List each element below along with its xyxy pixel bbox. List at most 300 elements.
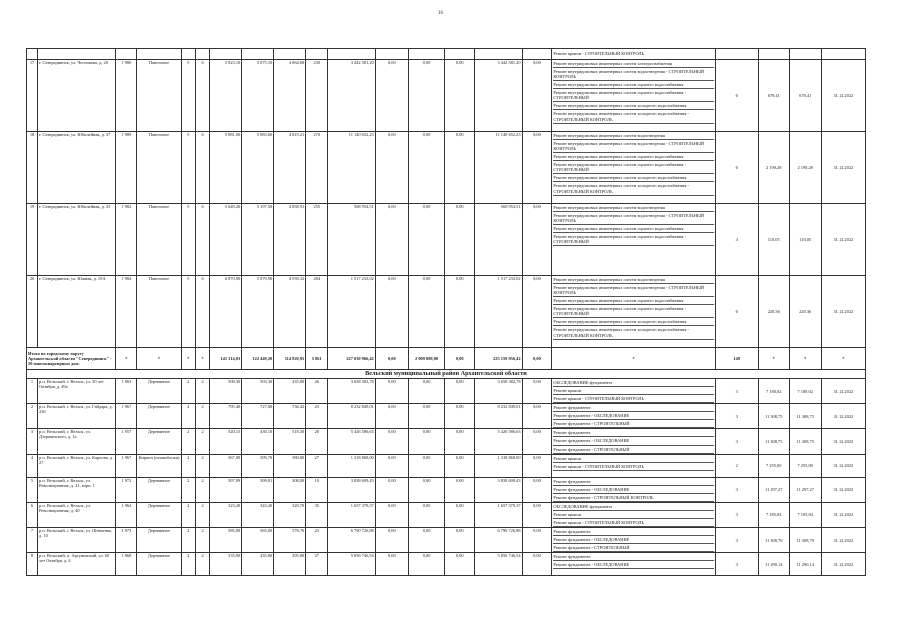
cell-ent: 2 — [195, 502, 209, 527]
cell-date: 31.12.2022 — [821, 60, 865, 132]
cell-date: 31.12.2022 — [821, 276, 865, 348]
cell-works — [552, 132, 715, 204]
cell-f3: 0,00 — [445, 527, 475, 552]
cell-s3: 320,70 — [274, 502, 306, 527]
cell-s1: 335,90 — [210, 553, 242, 576]
cell-tot: 6 790 726,88 — [328, 527, 375, 552]
cell-year: 1 973 — [116, 527, 137, 552]
cell-s1: 367,00 — [210, 454, 242, 477]
work-item: Ремонт внутридомовых инженерных систем горячего водоснабжения - СТРОИТЕЛЬНЫЙ — [553, 305, 713, 318]
cell-f3: 0,00 — [445, 477, 475, 502]
work-item: ОБСЛЕДОВАНИЕ фундамента — [553, 503, 713, 511]
cell-s3: 380,80 — [274, 454, 306, 477]
cell-date: 31.12.2022 — [821, 132, 865, 204]
cell-tot: 1 517 233,02 — [328, 276, 375, 348]
capital-repair-table — [26, 48, 866, 576]
cell-addr: р.п. Вельский, г. Вельск, ул. Революционная, д. 21, корп. 1 — [38, 477, 116, 502]
work-item: Ремонт внутридомовых инженерных систем водоотведения — [553, 204, 713, 212]
cell-tot: 5 856 746,54 — [328, 553, 375, 576]
cell-s1: 5 881,00 — [210, 132, 242, 204]
cell-f1: 0,00 — [375, 204, 408, 276]
work-item: Ремонт крыши - СТРОИТЕЛЬНЫЙ КОНТРОЛЬ — [553, 395, 713, 403]
cell-res: 27 — [306, 454, 328, 477]
cell-k2: 678,41 — [789, 60, 821, 132]
cell-tot: 1 657 379,37 — [328, 502, 375, 527]
cell-k1: 220,36 — [758, 276, 789, 348]
cell-k2: 7 180,02 — [789, 379, 821, 404]
cell-s1: 5 823,10 — [210, 60, 242, 132]
cell-tot: 3 442 581,20 — [328, 60, 375, 132]
cell-n: 3 — [715, 502, 758, 527]
work-item: Ремонт внутридомовых инженерных систем холодного водоснабжения - СТРОИТЕЛЬНЫЙ КОНТРОЛЬ — [553, 182, 713, 195]
cell-f1: 0,00 — [375, 379, 408, 404]
cell-k2: 2 190,28 — [789, 132, 821, 204]
cell-s2: 399,81 — [242, 477, 274, 502]
cell-n: 3 — [715, 527, 758, 552]
work-item: Ремонт внутридомовых инженерных систем водоотведения — [553, 276, 713, 284]
cell-f2: 0,00 — [408, 404, 444, 429]
cell-works — [552, 276, 715, 348]
cell-date: 31.12.2022 — [821, 379, 865, 404]
work-item: Ремонт фундамента — [553, 404, 713, 412]
cell-s2: 343,20 — [242, 502, 274, 527]
table-row — [27, 553, 866, 576]
cell-ent: 6 — [195, 204, 209, 276]
cell-k1: 11 290,14 — [758, 553, 789, 576]
cell-num: 4 — [27, 454, 38, 477]
header-fragment-row — [27, 49, 866, 60]
cell-oth: 0,00 — [522, 132, 552, 204]
cell-s2: 5 197,50 — [242, 204, 274, 276]
cell-num: 1 — [27, 379, 38, 404]
cell-res: 255 — [306, 204, 328, 276]
cell-year: 1 963 — [116, 379, 137, 404]
cell-addr: р.п. Вельский, г. Вельск, ул. Дзержинского, д. 1а — [38, 429, 116, 454]
table-row — [27, 132, 866, 204]
cell-k2: 11 308,75 — [789, 429, 821, 454]
cell-own: 5 856 746,54 — [475, 553, 522, 576]
total-row — [27, 348, 866, 370]
cell-year: 1 964 — [116, 502, 137, 527]
cell-f2: 0,00 — [408, 204, 444, 276]
cell-oth: 0,00 — [522, 527, 552, 552]
cell-f3: 0,00 — [445, 60, 475, 132]
cell-works — [552, 204, 715, 276]
cell-num: 6 — [27, 502, 38, 527]
cell-mat: Панельное — [137, 276, 181, 348]
work-item: Ремонт фундамента — [553, 553, 713, 561]
total-f3: 0,00 — [445, 348, 475, 370]
cell-k1: 110,05 — [758, 204, 789, 276]
cell-date: 31.12.2022 — [821, 553, 865, 576]
cell-s2: 5 083,60 — [242, 132, 274, 204]
total-own: 225 159 956,42 — [475, 348, 522, 370]
cell-f3: 0,00 — [445, 502, 475, 527]
cell-f3: 0,00 — [445, 132, 475, 204]
table-body — [27, 49, 866, 576]
cell-f2: 0,00 — [408, 502, 444, 527]
cell-own: 6 790 726,88 — [475, 527, 522, 552]
cell-mat: Деревянное — [137, 404, 181, 429]
cell-k1: 2 190,28 — [758, 132, 789, 204]
work-item: Ремонт фундамента - СТРОИТЕЛЬНЫЙ — [553, 544, 713, 552]
work-item: Ремонт фундамента — [553, 478, 713, 486]
cell-oth: 0,00 — [522, 204, 552, 276]
total-tot: 227 030 966,42 — [328, 348, 375, 370]
work-item: Ремонт фундамента — [553, 429, 713, 437]
total-dash: * — [195, 348, 209, 370]
cell-mat: Панельное — [137, 204, 181, 276]
work-item: Ремонт внутридомовых инженерных систем горячего водоснабжения — [553, 81, 713, 89]
table-row — [27, 276, 866, 348]
cell-s1: 520,15 — [210, 429, 242, 454]
header-fragment-text: Ремонт крыши - СТРОИТЕЛЬНЫЙ КОНТРОЛЬ — [552, 49, 715, 60]
cell-mat: Деревянное — [137, 527, 181, 552]
cell-s2: 727,00 — [242, 404, 274, 429]
cell-n: 3 — [715, 553, 758, 576]
cell-year: 1 982 — [116, 204, 137, 276]
cell-addr: р.п. Вельский, г. Вельск, ул. Карпова, д. 27 — [38, 454, 116, 477]
cell-n: 3 — [715, 379, 758, 404]
cell-f1: 0,00 — [375, 132, 408, 204]
cell-s2: 5 879,90 — [242, 276, 274, 348]
cell-date: 31.12.2022 — [821, 429, 865, 454]
cell-oth: 0,00 — [522, 429, 552, 454]
work-item: Ремонт внутридомовых инженерных систем водоотведения - СТРОИТЕЛЬНЫЙ КОНТРОЛЬ — [553, 68, 713, 81]
cell-f2: 0,00 — [408, 527, 444, 552]
cell-s3: 4 064,68 — [274, 60, 306, 132]
cell-works — [552, 379, 715, 404]
total-f2: 2 009 000,00 — [408, 348, 444, 370]
cell-fl: 2 — [181, 477, 195, 502]
cell-fl: 2 — [181, 404, 195, 429]
total-res: 5 861 — [306, 348, 328, 370]
cell-ent: 6 — [195, 276, 209, 348]
cell-year: 1 968 — [116, 553, 137, 576]
cell-k2: 220,36 — [789, 276, 821, 348]
cell-date: 31.12.2022 — [821, 477, 865, 502]
cell-year: 1 957 — [116, 429, 137, 454]
cell-tot: 568 954,51 — [328, 204, 375, 276]
work-item: Ремонт внутридомовых инженерных систем горячего водоснабжения - СТРОИТЕЛЬНЫЙ — [553, 233, 713, 246]
cell-mat: Деревянное — [137, 502, 181, 527]
total-dash: * — [758, 348, 789, 370]
cell-addr: г. Северодвинск, ул. Юбилейная, д. 37 — [38, 132, 116, 204]
work-item: Ремонт фундамента - ОБСЛЕДОВАНИЕ — [553, 437, 713, 445]
cell-fl: 2 — [181, 379, 195, 404]
work-item: Ремонт крыши - СТРОИТЕЛЬНЫЙ КОНТРОЛЬ — [553, 519, 713, 527]
work-item: Ремонт внутридомовых инженерных систем водоотведения — [553, 132, 713, 140]
cell-fl: 5 — [181, 132, 195, 204]
cell-addr: р.п. Вельский, г. Вельск, ул. 50 лет Октября, д. 49а — [38, 379, 116, 404]
cell-num: 18 — [27, 132, 38, 204]
cell-works — [552, 527, 715, 552]
cell-ent: 2 — [195, 404, 209, 429]
cell-mat: Деревянное — [137, 553, 181, 576]
cell-fl: 2 — [181, 527, 195, 552]
work-item: ОБСЛЕДОВАНИЕ фундамента — [553, 379, 713, 387]
cell-own: 3 658 382,78 — [475, 379, 522, 404]
total-oth: 0,00 — [522, 348, 552, 370]
cell-addr: р.п. Вельский, п. Аргуновский, ул. 60 лет Октября, д. 4 — [38, 553, 116, 576]
total-label: Итого по городскому округу Архангельской области "Северодвинск" - 20 многоквартирных дом. — [27, 348, 116, 370]
section-row — [27, 370, 866, 379]
cell-f1: 0,00 — [375, 477, 408, 502]
cell-mat: Панельное — [137, 60, 181, 132]
cell-fl: 2 — [181, 553, 195, 576]
table-row — [27, 527, 866, 552]
cell-s3: 295,80 — [274, 553, 306, 576]
cell-s3: 308,00 — [274, 477, 306, 502]
cell-f3: 0,00 — [445, 204, 475, 276]
work-item: Ремонт внутридомовых инженерных систем холодного водоснабжения - СТРОИТЕЛЬНЫЙ КОНТРОЛЬ — [553, 110, 713, 123]
cell-own: 3 838 609,43 — [475, 477, 522, 502]
cell-f2: 0,00 — [408, 553, 444, 576]
work-item: Ремонт фундамента - СТРОИТЕЛЬНЫЙ — [553, 446, 713, 454]
cell-f3: 0,00 — [445, 276, 475, 348]
cell-k2: 11 308,75 — [789, 404, 821, 429]
cell-k2: 11 290,14 — [789, 553, 821, 576]
cell-res: 23 — [306, 404, 328, 429]
cell-ent: 2 — [195, 527, 209, 552]
cell-tot: 3 658 382,78 — [328, 379, 375, 404]
cell-s1: 585,90 — [210, 527, 242, 552]
cell-addr: г. Северодвинск, ул. Юбилейная, д. 35 — [38, 204, 116, 276]
cell-ent: 2 — [195, 379, 209, 404]
cell-f1: 0,00 — [375, 527, 408, 552]
cell-s2: 435,80 — [242, 553, 274, 576]
cell-ent: 2 — [195, 553, 209, 576]
work-item: Ремонт фундамента — [553, 528, 713, 536]
cell-tot: 5 426 586,63 — [328, 429, 375, 454]
cell-own: 11 140 652,23 — [475, 132, 522, 204]
cell-res: 284 — [306, 276, 328, 348]
cell-f2: 0,00 — [408, 276, 444, 348]
cell-res: 19 — [306, 477, 328, 502]
cell-res: 23 — [306, 527, 328, 552]
cell-ent: 6 — [195, 132, 209, 204]
cell-year: 1 989 — [116, 132, 137, 204]
cell-fl: 2 — [181, 502, 195, 527]
cell-k2: 11 308,79 — [789, 527, 821, 552]
work-item: Ремонт внутридомовых инженерных систем водоотведения - СТРОИТЕЛЬНЫЙ КОНТРОЛЬ — [553, 140, 713, 153]
cell-ent: 2 — [195, 429, 209, 454]
cell-s1: 397,99 — [210, 477, 242, 502]
cell-year: 1 967 — [116, 454, 137, 477]
cell-fl: 5 — [181, 276, 195, 348]
table-row — [27, 477, 866, 502]
work-item: Ремонт внутридомовых инженерных систем водоотведения - СТРОИТЕЛЬНЫЙ КОНТРОЛЬ — [553, 284, 713, 297]
cell-f1: 0,00 — [375, 454, 408, 477]
cell-addr: г. Северодвинск, ул. Южная, д. 19А — [38, 276, 116, 348]
cell-oth: 0,00 — [522, 454, 552, 477]
total-dash: * — [789, 348, 821, 370]
cell-n: 4 — [715, 204, 758, 276]
cell-fl: 5 — [181, 60, 195, 132]
cell-s3: 4 819,21 — [274, 132, 306, 204]
total-n: 149 — [715, 348, 758, 370]
cell-res: 26 — [306, 379, 328, 404]
work-item: Ремонт внутридомовых инженерных систем холодного водоснабжения — [553, 174, 713, 182]
cell-own: 8 232 849,01 — [475, 404, 522, 429]
work-item: Ремонт фундамента - СТРОИТЕЛЬНЫЙ — [553, 420, 713, 428]
work-item: Ремонт крыши — [553, 455, 713, 463]
total-f1: 0,00 — [375, 348, 408, 370]
cell-date: 31.12.2022 — [821, 454, 865, 477]
cell-s3: 578,70 — [274, 527, 306, 552]
cell-res: 270 — [306, 132, 328, 204]
cell-date: 31.12.2022 — [821, 527, 865, 552]
cell-f2: 0,00 — [408, 477, 444, 502]
cell-tot: 1 318 868,00 — [328, 454, 375, 477]
work-item: Ремонт фундамента - ОБСЛЕДОВАНИЕ — [553, 561, 713, 569]
cell-s3: 736,42 — [274, 404, 306, 429]
cell-s3: 4 939,32 — [274, 276, 306, 348]
cell-oth: 0,00 — [522, 276, 552, 348]
table-row — [27, 502, 866, 527]
cell-n: 6 — [715, 132, 758, 204]
cell-n: 3 — [715, 477, 758, 502]
cell-own: 1 517 233,02 — [475, 276, 522, 348]
cell-addr: р.п. Вельский, г. Вельск, ул. Шевченко, д. 10 — [38, 527, 116, 552]
cell-oth: 0,00 — [522, 404, 552, 429]
cell-num: 7 — [27, 527, 38, 552]
cell-f1: 0,00 — [375, 60, 408, 132]
table-row — [27, 404, 866, 429]
cell-k2: 11 297,27 — [789, 477, 821, 502]
cell-ent: 6 — [195, 60, 209, 132]
cell-own: 1 318 868,00 — [475, 454, 522, 477]
cell-addr: г. Северодвинск, ул. Чеснокова, д. 20 — [38, 60, 116, 132]
cell-k2: 7 185,84 — [789, 502, 821, 527]
table-row — [27, 60, 866, 132]
cell-num: 3 — [27, 429, 38, 454]
cell-res: 35 — [306, 502, 328, 527]
total-dash: * — [137, 348, 181, 370]
cell-f3: 0,00 — [445, 553, 475, 576]
cell-year: 1 967 — [116, 404, 137, 429]
cell-f2: 0,00 — [408, 379, 444, 404]
cell-f2: 0,00 — [408, 454, 444, 477]
cell-res: 27 — [306, 553, 328, 576]
work-item: Ремонт крыши - СТРОИТЕЛЬНЫЙ КОНТРОЛЬ — [553, 463, 713, 471]
cell-s3: 518,30 — [274, 429, 306, 454]
cell-tot: 8 232 849,01 — [328, 404, 375, 429]
cell-s2: 565,00 — [242, 527, 274, 552]
total-s3: 114 820,95 — [274, 348, 306, 370]
cell-fl: 2 — [181, 429, 195, 454]
cell-date: 31.12.2022 — [821, 404, 865, 429]
cell-date: 31.12.2022 — [821, 502, 865, 527]
cell-res: 20 — [306, 429, 328, 454]
cell-oth: 0,00 — [522, 502, 552, 527]
table-row — [27, 379, 866, 404]
cell-ent: 2 — [195, 454, 209, 477]
cell-year: 1 980 — [116, 60, 137, 132]
cell-f2: 0,00 — [408, 429, 444, 454]
cell-fl: 2 — [181, 454, 195, 477]
cell-s2: 430,10 — [242, 429, 274, 454]
cell-f1: 0,00 — [375, 404, 408, 429]
cell-oth: 0,00 — [522, 379, 552, 404]
cell-works — [552, 60, 715, 132]
cell-ent: 2 — [195, 477, 209, 502]
work-item: Ремонт внутридомовых инженерных систем водоотведения - СТРОИТЕЛЬНЫЙ КОНТРОЛЬ — [553, 212, 713, 225]
page-number: 16 — [438, 11, 443, 16]
cell-f1: 0,00 — [375, 502, 408, 527]
cell-works — [552, 454, 715, 477]
total-dash: * — [181, 348, 195, 370]
cell-addr: р.п. Вельский, г. Вельск, ул. Революционная, д. 40 — [38, 502, 116, 527]
cell-num: 20 — [27, 276, 38, 348]
cell-k2: 110,05 — [789, 204, 821, 276]
cell-s1: 509,30 — [210, 379, 242, 404]
cell-tot: 3 838 609,43 — [328, 477, 375, 502]
cell-mat: Деревянное — [137, 429, 181, 454]
cell-s1: 6 870,90 — [210, 276, 242, 348]
cell-k1: 11 308,75 — [758, 429, 789, 454]
cell-f3: 0,00 — [445, 379, 475, 404]
cell-f1: 0,00 — [375, 276, 408, 348]
cell-works — [552, 477, 715, 502]
cell-own: 5 426 586,63 — [475, 429, 522, 454]
cell-s3: 435,80 — [274, 379, 306, 404]
cell-mat: Кирпич (шлакоблоки) — [137, 454, 181, 477]
cell-oth: 0,00 — [522, 477, 552, 502]
cell-s1: 795,40 — [210, 404, 242, 429]
work-item: Ремонт внутридомовых инженерных систем горячего водоснабжения — [553, 153, 713, 161]
cell-s2: 503,30 — [242, 379, 274, 404]
work-item: Ремонт внутридомовых инженерных систем холодного водоснабжения - СТРОИТЕЛЬНЫЙ КОНТРОЛЬ — [553, 326, 713, 339]
cell-f1: 0,00 — [375, 429, 408, 454]
cell-num: 8 — [27, 553, 38, 576]
work-item: Ремонт внутридомовых инженерных систем горячего водоснабжения - СТРОИТЕЛЬНЫЙ — [553, 89, 713, 102]
cell-f3: 0,00 — [445, 429, 475, 454]
work-item: Ремонт внутридомовых инженерных систем горячего водоснабжения - СТРОИТЕЛЬНЫЙ — [553, 161, 713, 174]
cell-f2: 0,00 — [408, 132, 444, 204]
cell-s1: 323,20 — [210, 502, 242, 527]
cell-num: 17 — [27, 60, 38, 132]
work-item: Ремонт внутридомовых инженерных систем электроснабжения — [553, 60, 713, 68]
cell-own: 568 954,51 — [475, 204, 522, 276]
cell-n: 3 — [715, 429, 758, 454]
total-s2: 122 449,20 — [242, 348, 274, 370]
cell-works — [552, 553, 715, 576]
work-item: Ремонт фундамента - ОБСЛЕДОВАНИЕ — [553, 486, 713, 494]
cell-num: 19 — [27, 204, 38, 276]
cell-k1: 11 308,79 — [758, 527, 789, 552]
cell-s2: 5 075,10 — [242, 60, 274, 132]
total-dash: * — [116, 348, 137, 370]
total-s1: 141 314,03 — [210, 348, 242, 370]
cell-num: 2 — [27, 404, 38, 429]
cell-f2: 0,00 — [408, 60, 444, 132]
cell-own: 3 442 581,20 — [475, 60, 522, 132]
cell-s1: 5 649,20 — [210, 204, 242, 276]
table-row — [27, 429, 866, 454]
work-item: Ремонт внутридомовых инженерных систем горячего водоснабжения — [553, 225, 713, 233]
section-title: Вельский муниципальный район Архангельской области — [27, 370, 866, 379]
work-item: Ремонт фундамента - СТРОИТЕЛЬНЫЙ КОНТРОЛЬ — [553, 494, 713, 502]
cell-addr: р.п. Вельский, г. Вельск, ул. Гайдара, д. 23б — [38, 404, 116, 429]
cell-k1: 678,41 — [758, 60, 789, 132]
work-item: Ремонт крыши — [553, 511, 713, 519]
cell-res: 230 — [306, 60, 328, 132]
table-row — [27, 204, 866, 276]
cell-k1: 11 308,75 — [758, 404, 789, 429]
cell-works — [552, 404, 715, 429]
cell-mat: Деревянное — [137, 379, 181, 404]
